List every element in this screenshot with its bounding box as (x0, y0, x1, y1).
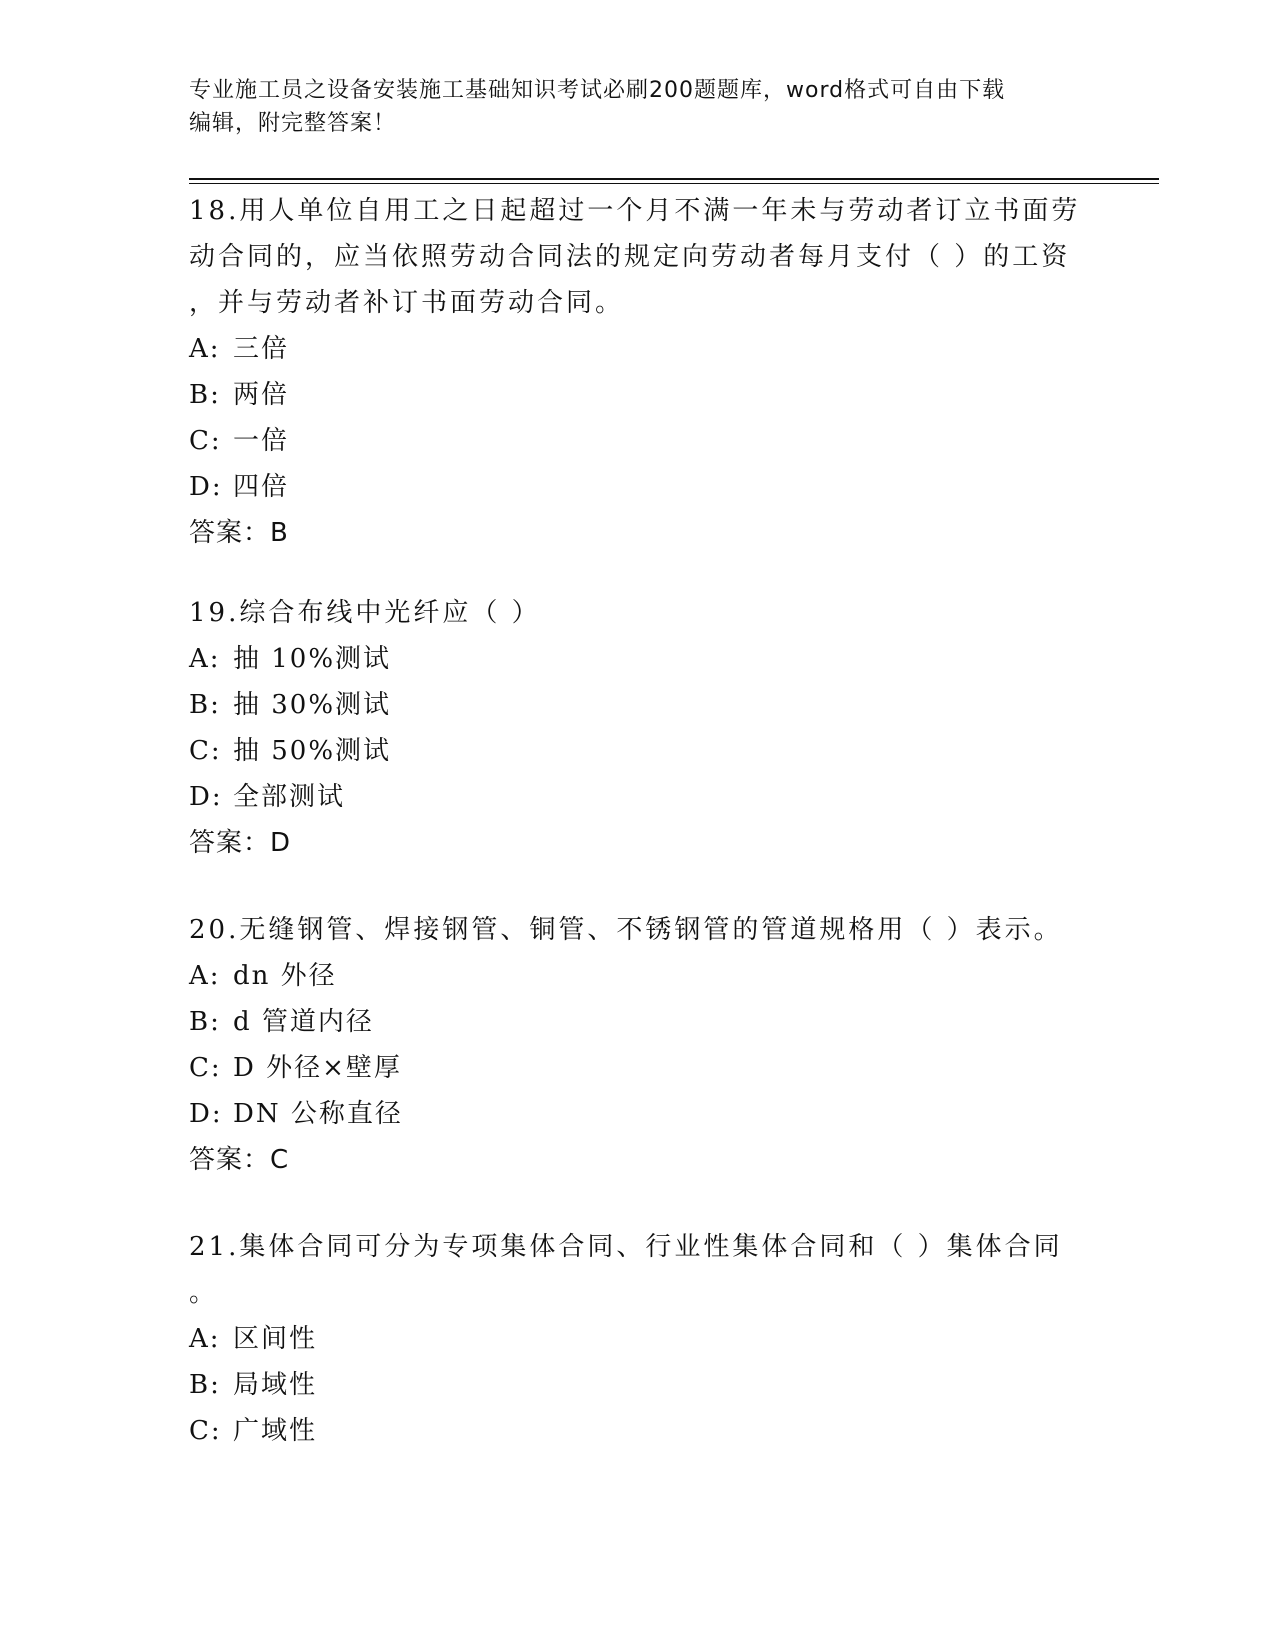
question-18 (189, 188, 1089, 556)
option-b (189, 999, 1089, 1045)
option-d (189, 1091, 1089, 1137)
option-text: 广域性 (233, 1416, 318, 1446)
document-header (189, 74, 1089, 140)
option-letter: B: (189, 1370, 221, 1400)
option-c (189, 1408, 1089, 1454)
option-letter: A: (189, 961, 221, 991)
option-text: 抽 30%测试 (233, 690, 392, 720)
answer-line: 答案：C (189, 1145, 290, 1175)
option-a (189, 1316, 1089, 1362)
question-text-line: 动合同的，应当依照劳动合同法的规定向劳动者每月支付（ ）的工资 (189, 242, 1071, 272)
option-d (189, 774, 1089, 820)
answer-line: 答案：D (189, 828, 292, 858)
option-a (189, 636, 1089, 682)
answer-line: 答案：B (189, 518, 289, 548)
option-text: 两倍 (233, 380, 290, 410)
option-letter: A: (189, 644, 221, 674)
option-letter: A: (189, 1324, 221, 1354)
option-c (189, 418, 1089, 464)
option-letter: A: (189, 334, 221, 364)
option-text: DN 公称直径 (233, 1099, 403, 1129)
option-d (189, 464, 1089, 510)
option-a (189, 953, 1089, 999)
option-text: 四倍 (233, 472, 290, 502)
option-b (189, 1362, 1089, 1408)
header-divider-thick (189, 178, 1159, 180)
option-letter: D: (189, 472, 223, 502)
option-a (189, 326, 1089, 372)
option-letter: C: (189, 1053, 222, 1083)
option-text: 一倍 (233, 426, 290, 456)
header-divider-thin (189, 183, 1159, 184)
option-letter: B: (189, 690, 221, 720)
option-text: 全部测试 (233, 782, 346, 812)
option-letter: B: (189, 380, 221, 410)
header-line-2: 编辑，附完整答案！ (189, 111, 397, 136)
question-19 (189, 590, 1089, 866)
option-text: 抽 50%测试 (233, 736, 392, 766)
option-text: 三倍 (233, 334, 290, 364)
option-text: 区间性 (233, 1324, 318, 1354)
option-letter: C: (189, 1416, 222, 1446)
option-text: 抽 10%测试 (233, 644, 392, 674)
option-b (189, 372, 1089, 418)
option-c (189, 728, 1089, 774)
question-20 (189, 907, 1089, 1183)
question-text-line: 。 (189, 1278, 219, 1308)
option-b (189, 682, 1089, 728)
question-text-line: 19.综合布线中光纤应（ ） (189, 598, 541, 628)
option-letter: D: (189, 782, 223, 812)
option-letter: B: (189, 1007, 221, 1037)
option-letter: C: (189, 736, 222, 766)
option-letter: C: (189, 426, 222, 456)
question-text-line: 18.用人单位自用工之日起超过一个月不满一年未与劳动者订立书面劳 (189, 196, 1081, 226)
option-text: 局域性 (233, 1370, 318, 1400)
option-c (189, 1045, 1089, 1091)
question-text-line: 20.无缝钢管、焊接钢管、铜管、不锈钢管的管道规格用（ ）表示。 (189, 915, 1063, 945)
option-text: d 管道内径 (233, 1007, 374, 1037)
option-letter: D: (189, 1099, 223, 1129)
option-text: dn 外径 (233, 961, 337, 991)
header-line-1: 专业施工员之设备安装施工基础知识考试必刷200题题库，word格式可自由下载 (189, 78, 1006, 103)
question-21 (189, 1224, 1089, 1454)
question-text-line: 21.集体合同可分为专项集体合同、行业性集体合同和（ ）集体合同 (189, 1232, 1063, 1262)
question-text-line: ，并与劳动者补订书面劳动合同。 (189, 288, 625, 318)
option-text: D 外径×壁厚 (233, 1053, 402, 1083)
